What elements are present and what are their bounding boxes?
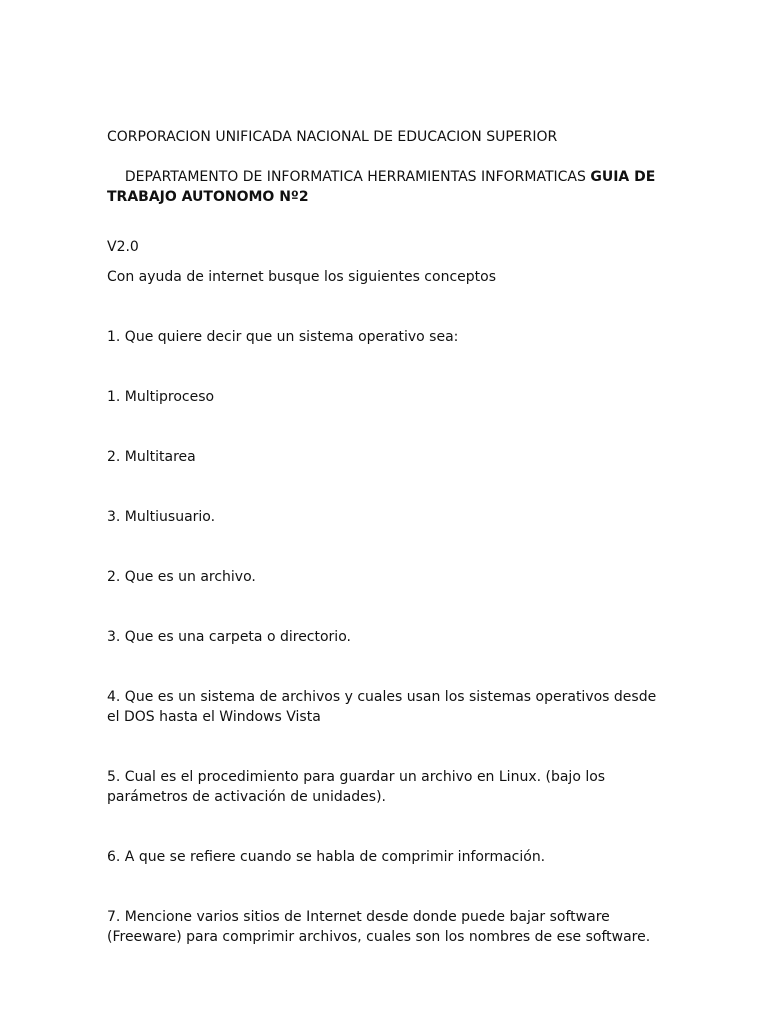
question-4: 4. Que es un sistema de archivos y cuales usan los sistemas operativos desde el DOS hasta el Windows Vista: [107, 689, 661, 725]
question-3: 3. Que es una carpeta o directorio.: [107, 629, 351, 645]
question-7: 7. Mencione varios sitios de Internet desde donde puede bajar software (Freeware) para comprimir archivos, cuales son los nombres de ese software.: [107, 909, 651, 945]
intro-text: Con ayuda de internet busque los siguientes conceptos: [107, 269, 496, 285]
question-6: 6. A que se refiere cuando se habla de comprimir información.: [107, 849, 546, 865]
document-header: [107, 87, 667, 227]
document-version: V2.0: [107, 239, 139, 255]
sub-item-multitarea: 2. Multitarea: [107, 449, 196, 465]
question-1: 1. Que quiere decir que un sistema operativo sea:: [107, 329, 459, 345]
sub-item-multiusuario: 3. Multiusuario.: [107, 509, 216, 525]
question-5: 5. Cual es el procedimiento para guardar un archivo en Linux. (bajo los parámetros de activación de unidades).: [107, 769, 610, 805]
department-name: DEPARTAMENTO DE INFORMATICA HERRAMIENTAS INFORMATICAS: [124, 169, 591, 185]
question-2: 2. Que es un archivo.: [107, 569, 256, 585]
sub-item-multiproceso: 1. Multiproceso: [107, 389, 215, 405]
document-page: [107, 87, 667, 947]
document-title: GUIA DE TRABAJO AUTONOMO Nº2: [107, 169, 661, 205]
institution-name: CORPORACION UNIFICADA NACIONAL DE EDUCACION SUPERIOR: [107, 129, 558, 145]
